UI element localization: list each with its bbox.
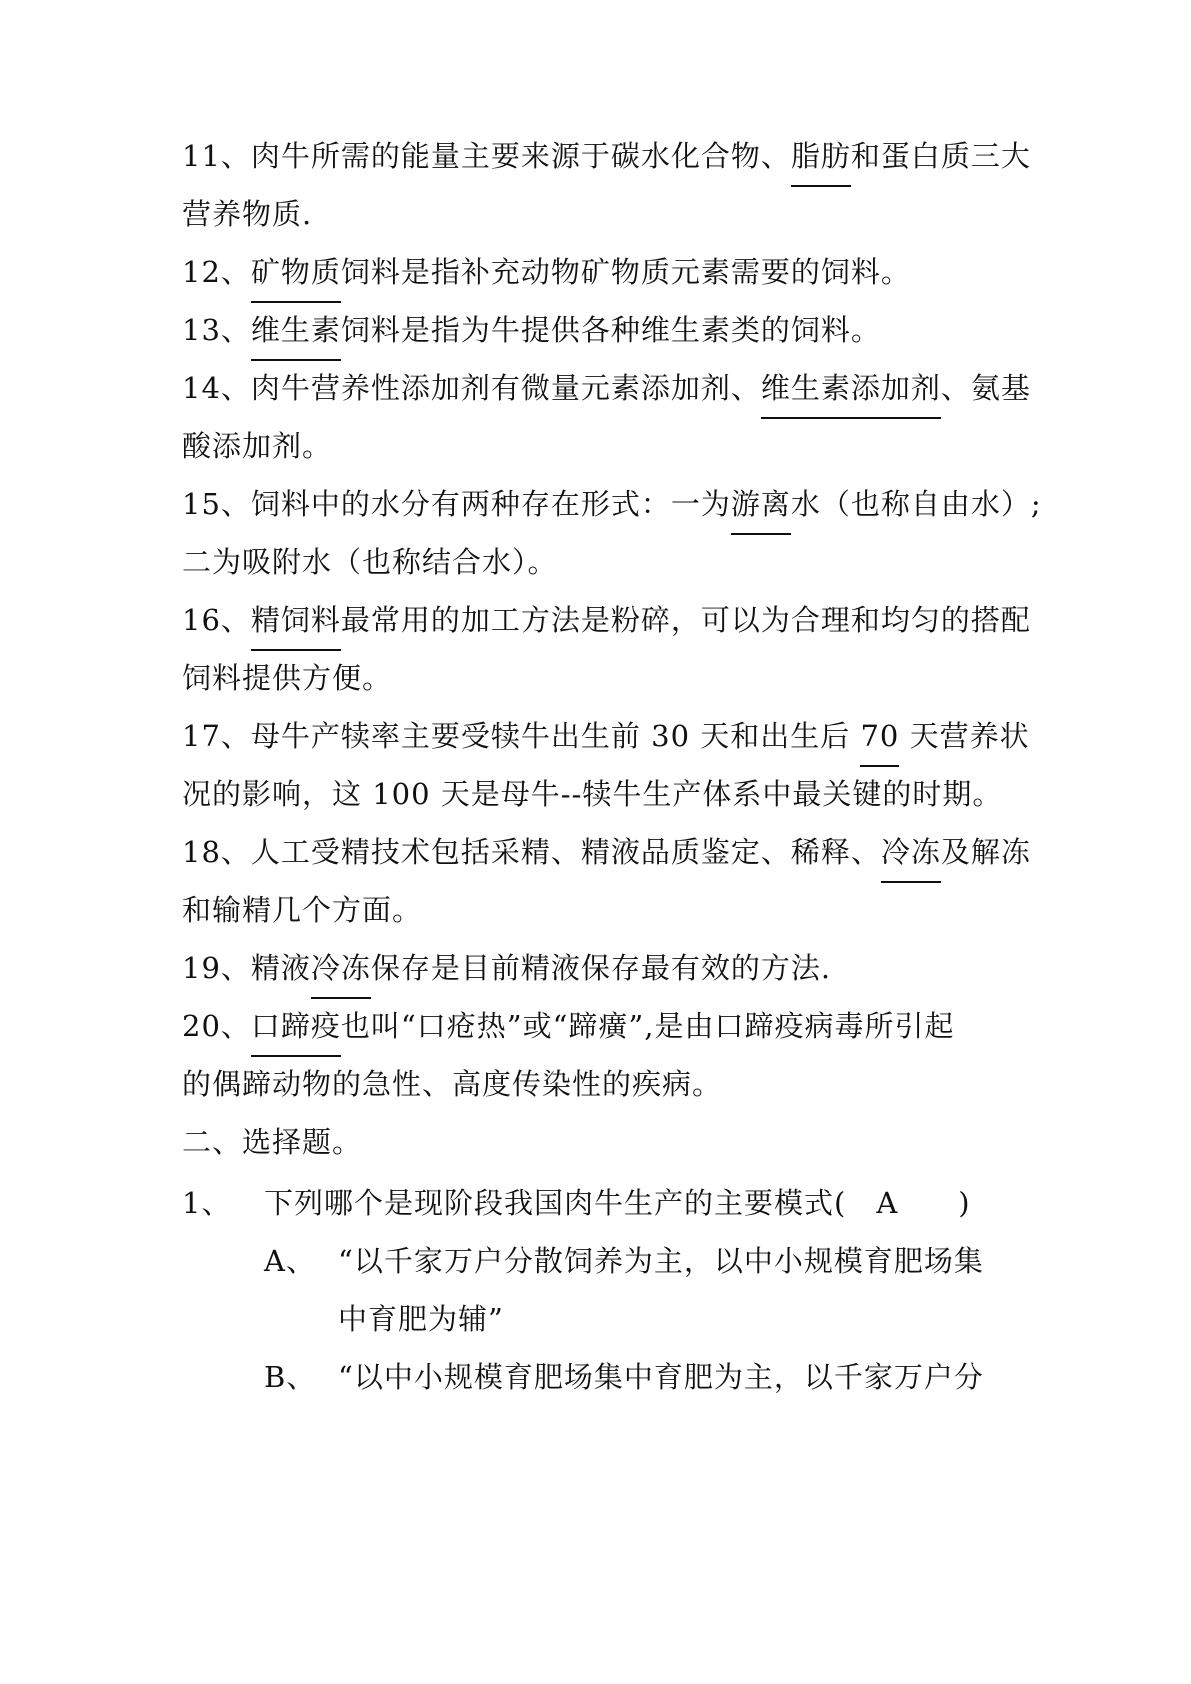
- q12-text-after: 饲料是指补充动物矿物质元素需要的饲料。: [340, 255, 911, 289]
- choice-question-text: 下列哪个是现阶段我国肉牛生产的主要模式( A ): [264, 1186, 971, 1220]
- choice-question-1: [182, 1185, 971, 1221]
- fill-blank-q14-line2: 酸添加剂。: [182, 429, 333, 463]
- fill-blank-q20-line2: 的偶蹄动物的急性、高度传染性的疾病。: [182, 1067, 723, 1101]
- q12-text-before: 12、: [182, 255, 251, 289]
- choice-option-a-line1: [264, 1243, 984, 1279]
- q16-text-before: 16、: [182, 603, 251, 637]
- choice-option-a-line2: 中育肥为辅”: [338, 1302, 504, 1336]
- fill-blank-q15-line2: 二为吸附水（也称结合水）。: [182, 545, 558, 579]
- q13-answer: 维生素: [250, 313, 341, 347]
- fill-blank-q16-line1: [182, 602, 1031, 638]
- q20-answer: 口蹄疫: [250, 1009, 341, 1043]
- fill-blank-q12: [182, 254, 911, 290]
- q20-text-after: 也叫“口疮热”或“蹄癀”,是由口蹄疫病毒所引起: [340, 1009, 955, 1043]
- q17-answer: 70: [860, 719, 900, 753]
- q11-text-before: 11、肉牛所需的能量主要来源于碳水化合物、: [182, 139, 791, 173]
- option-a-text: “以千家万户分散饲养为主，以中小规模育肥场集: [338, 1244, 984, 1278]
- q15-text-after: 水（也称自由水）;: [790, 487, 1042, 521]
- q18-text-before: 18、人工受精技术包括采精、精液品质鉴定、稀释、: [182, 835, 881, 869]
- fill-blank-q14-line1: [182, 370, 1031, 406]
- q13-text-after: 饲料是指为牛提供各种维生素类的饲料。: [340, 313, 881, 347]
- section-heading: 二、选择题。: [182, 1125, 363, 1159]
- option-b-letter: B、: [264, 1360, 317, 1394]
- q14-answer: 维生素添加剂: [760, 371, 941, 405]
- fill-blank-q17-line1: [182, 718, 1030, 754]
- q11-text-after: 和蛋白质三大: [850, 139, 1031, 173]
- q19-text-after: 保存是目前精液保存最有效的方法.: [370, 951, 832, 985]
- q16-answer: 精饲料: [250, 603, 341, 637]
- q15-text-before: 15、饲料中的水分有两种存在形式：一为: [182, 487, 731, 521]
- fill-blank-q13: [182, 312, 881, 348]
- fill-blank-q19: [182, 950, 831, 986]
- q18-answer: 冷冻: [880, 835, 941, 869]
- q13-text-before: 13、: [182, 313, 251, 347]
- fill-blank-q17-line2: 况的影响，这 100 天是母牛--犊牛生产体系中最关键的时期。: [182, 777, 1003, 811]
- fill-blank-q16-line2: 饲料提供方便。: [182, 661, 393, 695]
- fill-blank-q18-line2: 和输精几个方面。: [182, 893, 423, 927]
- q15-answer: 游离: [730, 487, 791, 521]
- fill-blank-q11-line1: [182, 138, 1031, 174]
- fill-blank-q20-line1: [182, 1008, 954, 1044]
- fill-blank-q11-line2: 营养物质.: [182, 197, 313, 231]
- q18-text-after: 及解冻: [940, 835, 1031, 869]
- q14-text-after: 、氨基: [940, 371, 1031, 405]
- choice-option-b-line1: [264, 1359, 984, 1395]
- q19-answer: 冷冻: [310, 951, 371, 985]
- option-b-text: “以中小规模育肥场集中育肥为主，以千家万户分: [338, 1360, 984, 1394]
- choice-question-number: 1、: [182, 1186, 232, 1220]
- fill-blank-q18-line1: [182, 834, 1031, 870]
- q20-text-before: 20、: [182, 1009, 251, 1043]
- q12-answer: 矿物质: [250, 255, 341, 289]
- q19-text-before: 19、精液: [182, 951, 311, 985]
- fill-blank-q15-line1: [182, 486, 1042, 522]
- q17-text-after: 天营养状: [899, 719, 1030, 753]
- q16-text-after: 最常用的加工方法是粉碎，可以为合理和均匀的搭配: [340, 603, 1031, 637]
- q14-text-before: 14、肉牛营养性添加剂有微量元素添加剂、: [182, 371, 761, 405]
- q11-answer: 脂肪: [790, 139, 851, 173]
- option-a-letter: A、: [264, 1244, 316, 1278]
- q17-text-before: 17、母牛产犊率主要受犊牛出生前 30 天和出生后: [182, 719, 861, 753]
